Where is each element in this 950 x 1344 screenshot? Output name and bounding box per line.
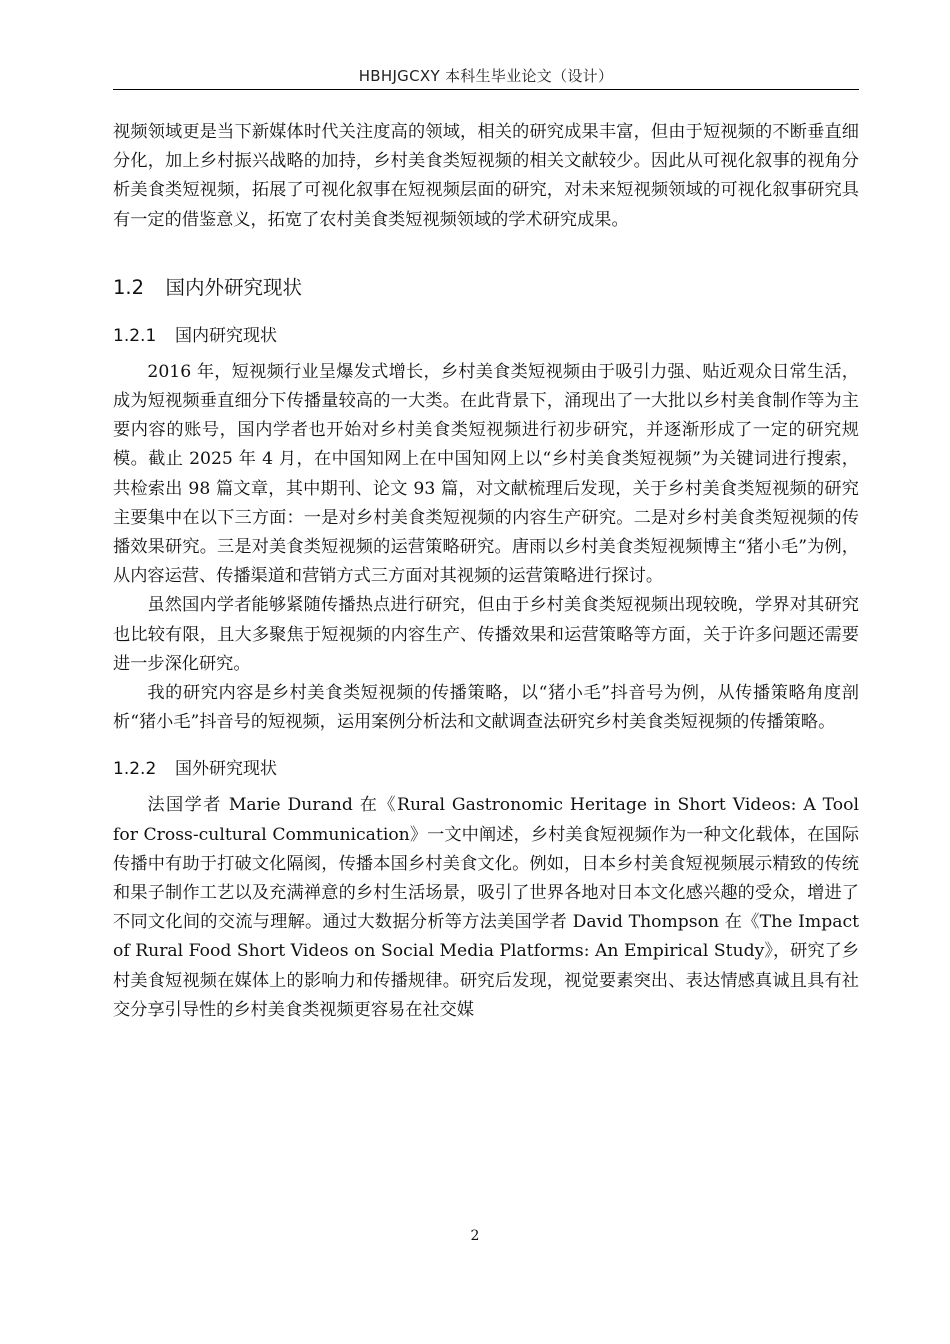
paragraph-domestic-2: 虽然国内学者能够紧随传播热点进行研究，但由于乡村美食类短视频出现较晚，学界对其研究也比较有限，且大多聚焦于短视频的内容生产、传播效果和运营策略等方面，关于许多问题还需要进一步深化研究。 bbox=[113, 595, 859, 674]
section-number: 1.2 bbox=[113, 275, 145, 299]
section-number: 1.2.2 bbox=[113, 759, 157, 780]
document-body bbox=[113, 118, 859, 1025]
section-heading-1-2 bbox=[113, 274, 859, 302]
page-number: 2 bbox=[470, 1228, 480, 1244]
section-heading-1-2-1 bbox=[113, 323, 859, 349]
page-header: HBHJGCXY 本科生毕业论文（设计） bbox=[358, 67, 614, 85]
section-heading-1-2-2 bbox=[113, 756, 859, 782]
header-rule bbox=[113, 89, 859, 90]
paragraph-intro-tail: 视频领域更是当下新媒体时代关注度高的领域，相关的研究成果丰富，但由于短视频的不断垂直细分化，加上乡村振兴战略的加持，乡村美食类短视频的相关文献较少。因此从可视化叙事的视角分析美食类短视频，拓展了可视化叙事在短视频层面的研究，对未来短视频领域的可视化叙事研究具有一定的借鉴意义，拓宽了农村美食类短视频领域的学术研究成果。 bbox=[113, 122, 859, 230]
paragraph-foreign-1: 法国学者 Marie Durand 在《Rural Gastronomic Heritage in Short Videos: A Tool for Cross-cultural Communication》一文中阐述，乡村美食短视频作为一种文化载体，在国际传播中有助于打破文化隔阂，传播本国乡村美食文化。例如，日本乡村美食短视频展示精致的传统和果子制作工艺以及充满禅意的乡村生活场景，吸引了世界各地对日本文化感兴趣的受众，增进了不同文化间的交流与理解。通过大数据分析等方法美国学者 David Thompson 在《The Impact of Rural Food Short Videos on Social Media Platforms: An Empirical Study》，研究了乡村美食短视频在媒体上的影响力和传播规律。研究后发现，视觉要素突出、表达情感真诚且具有社交分享引导性的乡村美食类视频更容易在社交媒 bbox=[113, 795, 859, 1020]
section-title: 国内外研究现状 bbox=[165, 275, 302, 299]
section-number: 1.2.1 bbox=[113, 325, 157, 346]
section-title: 国外研究现状 bbox=[174, 759, 277, 780]
paragraph-domestic-3: 我的研究内容是乡村美食类短视频的传播策略，以“猪小毛”抖音号为例，从传播策略角度剖析“猪小毛”抖音号的短视频，运用案例分析法和文献调查法研究乡村美食类短视频的传播策略。 bbox=[113, 683, 859, 733]
section-title: 国内研究现状 bbox=[174, 325, 277, 346]
paragraph-domestic-1: 2016 年，短视频行业呈爆发式增长，乡村美食类短视频由于吸引力强、贴近观众日常生活，成为短视频垂直细分下传播量较高的一大类。在此背景下，涌现出了一大批以乡村美食制作等为主要内容的账号，国内学者也开始对乡村美食类短视频进行初步研究，并逐渐形成了一定的研究规模。截止 2025 年 4 月，在中国知网上在中国知网上以“乡村美食类短视频”为关键词进行搜索，共检索出 98 篇文章，其中期刊、论文 93 篇，对文献梳理后发现，关于乡村美食类短视频的研究主要集中在以下三方面：一是对乡村美食类短视频的内容生产研究。二是对乡村美食类短视频的传播效果研究。三是对美食类短视频的运营策略研究。唐雨以乡村美食类短视频博主“猪小毛”为例，从内容运营、传播渠道和营销方式三方面对其视频的运营策略进行探讨。 bbox=[113, 361, 859, 587]
